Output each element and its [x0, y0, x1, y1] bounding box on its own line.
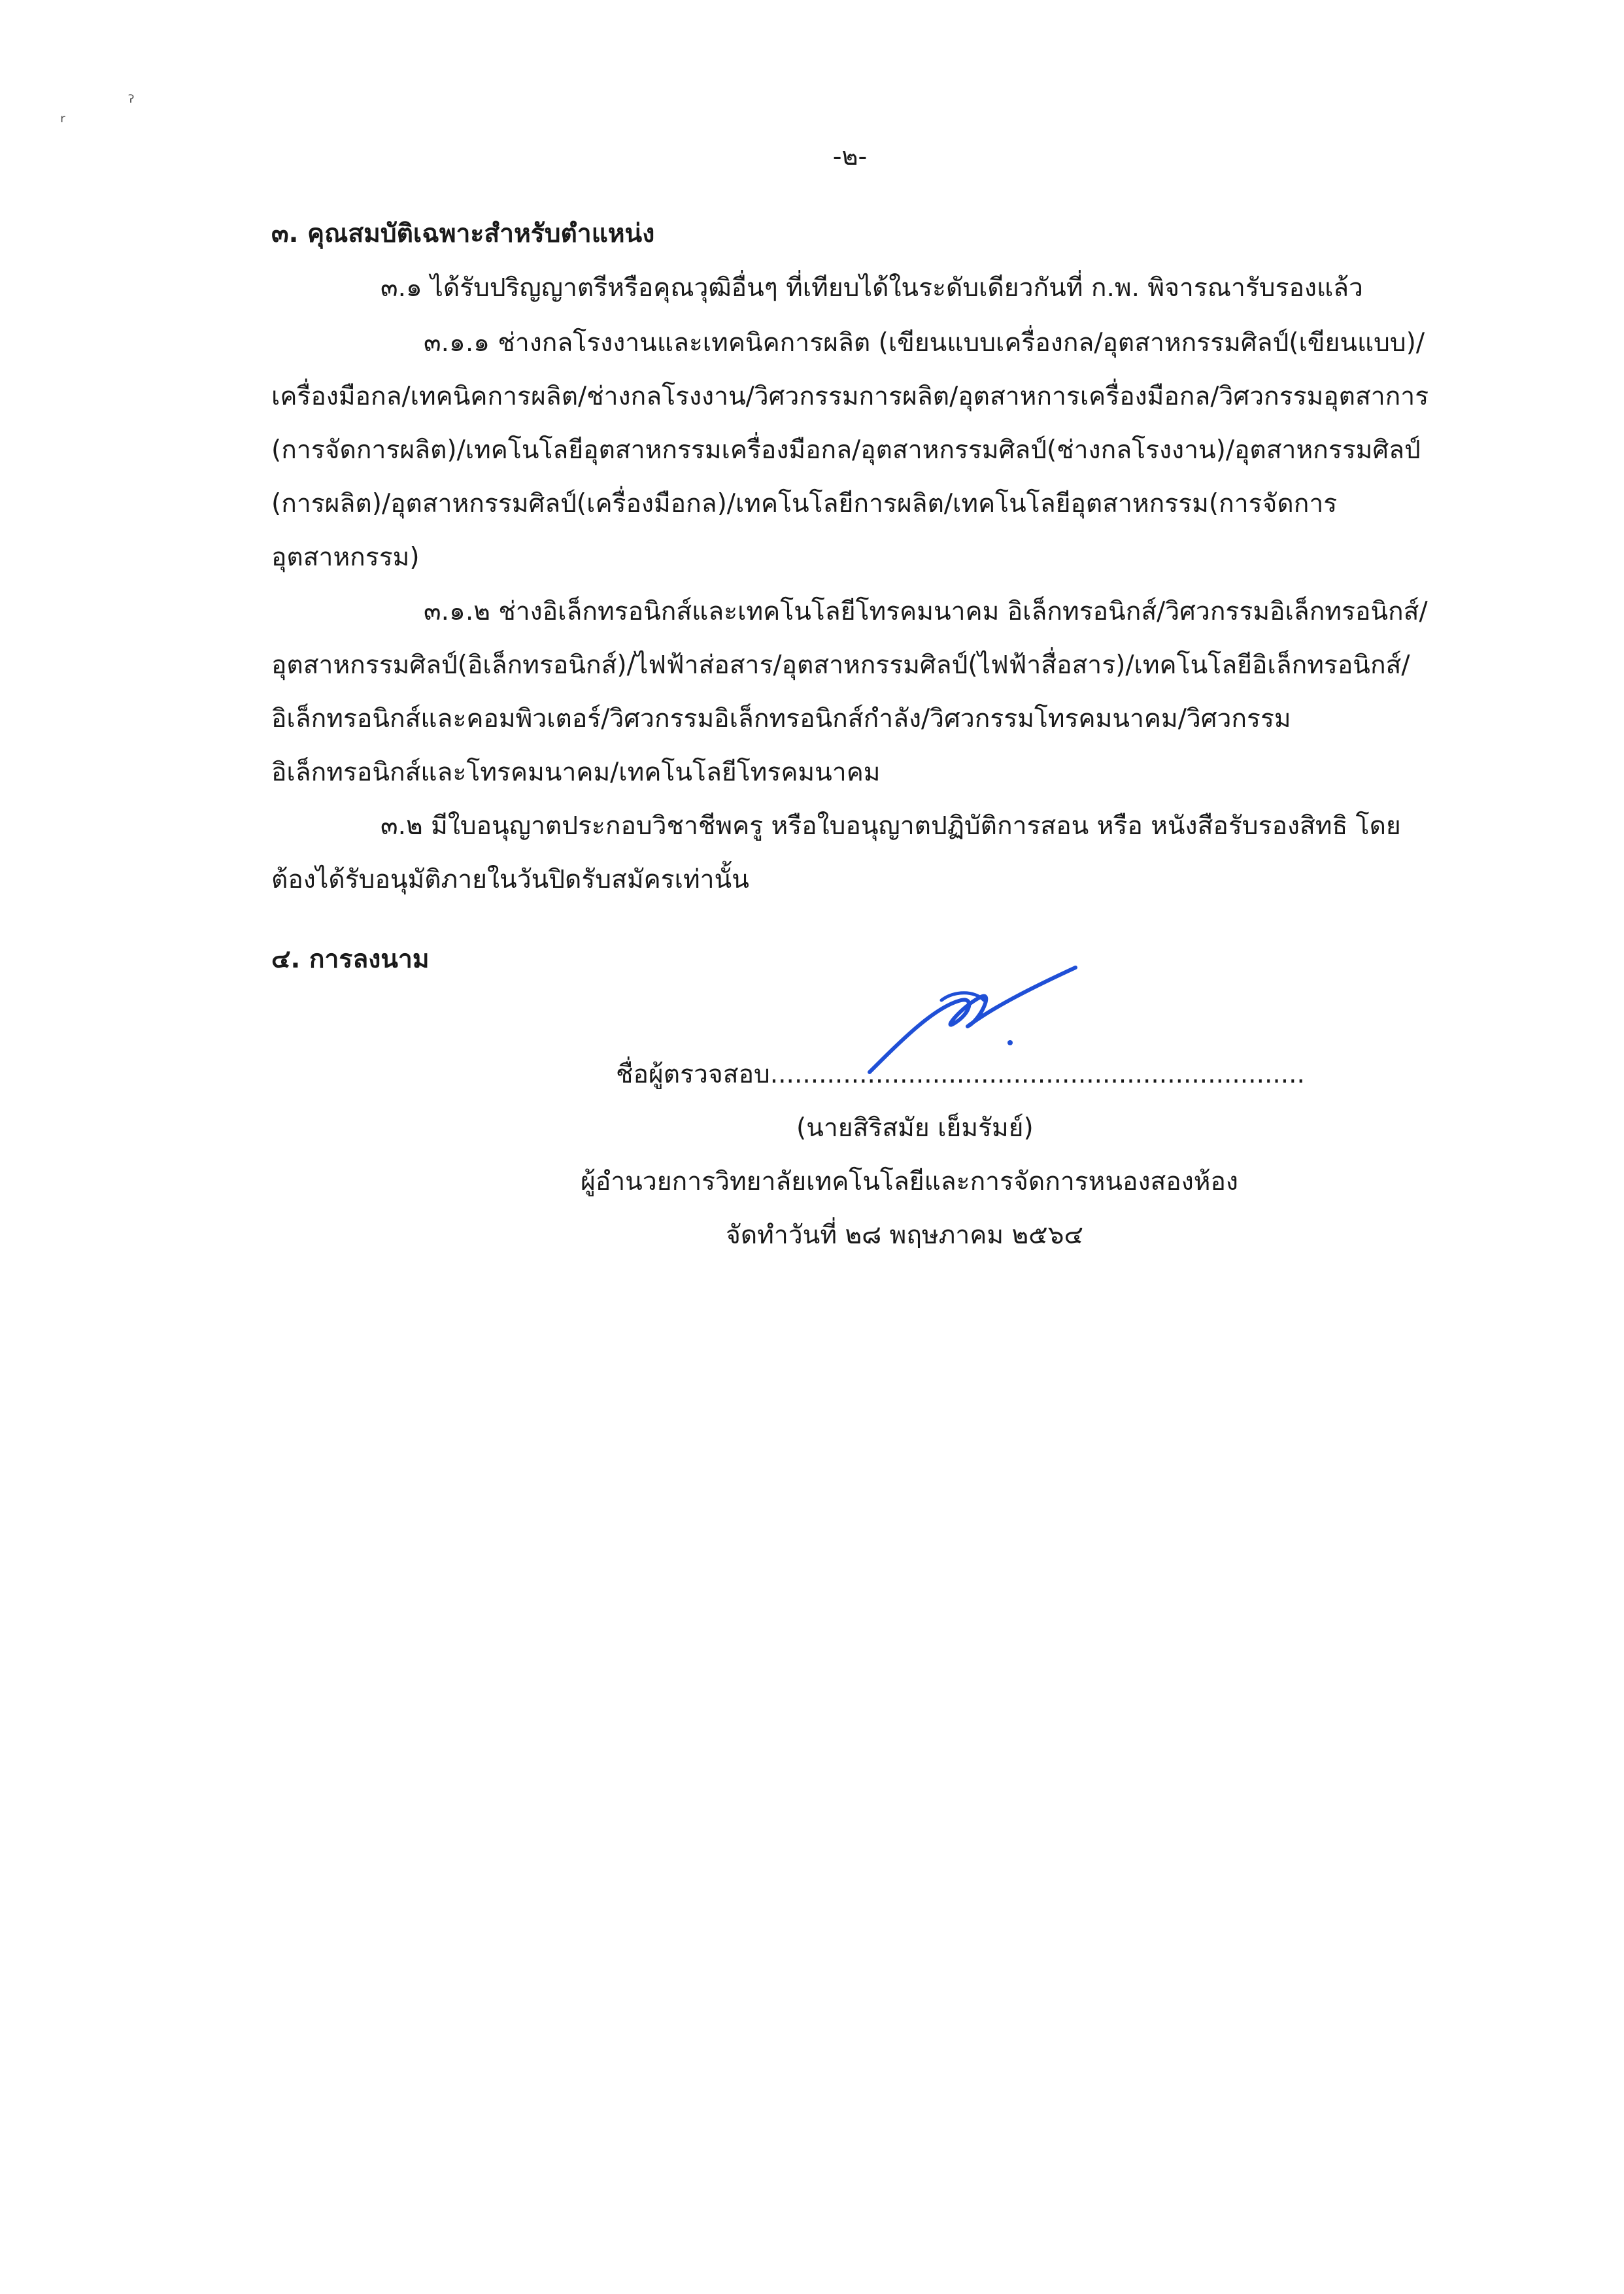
item-3-1-1-line: ๓.๑.๑ ช่างกลโรงงานและเทคนิคการผลิต (เขียนแบบเครื่องกล/อุตสาหกรรมศิลป์(เขียนแบบ)/: [424, 328, 1425, 358]
item-3-1: ๓.๑ ได้รับปริญญาตรีหรือคุณวุฒิอื่นๆ ที่เทียบได้ในระดับเดียวกันที่ ก.พ. พิจารณารับรองแล้ว: [381, 273, 1363, 303]
item-3-1-2-line: อิเล็กทรอนิกส์และคอมพิวเตอร์/วิศวกรรมอิเล็กทรอนิกส์กำลัง/วิศวกรรมโทรคมนาคม/วิศวกรรม: [271, 704, 1291, 734]
document-date: จัดทำวันที่ ๒๘ พฤษภาคม ๒๕๖๔: [726, 1221, 1083, 1250]
item-3-1-2-line: อุตสาหกรรมศิลป์(อิเล็กทรอนิกส์)/ไฟฟ้าส่อสาร/อุตสาหกรรมศิลป์(ไฟฟ้าสื่อสาร)/เทคโนโลยีอิเล็กทรอนิกส์/: [271, 650, 1410, 680]
signer-name: (นายสิริสมัย เย็มรัมย์): [796, 1113, 1034, 1143]
item-3-2-line: ต้องได้รับอนุมัติภายในวันปิดรับสมัครเท่านั้น: [271, 865, 749, 894]
signer-position: ผู้อำนวยการวิทยาลัยเทคโนโลยีและการจัดการหนองสองห้อง: [581, 1167, 1238, 1196]
scan-mark: ʳ: [60, 111, 65, 134]
scan-mark: ˀ: [127, 92, 135, 114]
item-3-1-1-line: (การจัดการผลิต)/เทคโนโลยีอุตสาหกรรมเครื่องมือกล/อุตสาหกรรมศิลป์(ช่างกลโรงงาน)/อุตสาหกรรมศิลป์: [271, 435, 1421, 465]
item-3-1-1-line: (การผลิต)/อุตสาหกรรมศิลป์(เครื่องมือกล)/เทคโนโลยีการผลิต/เทคโนโลยีอุตสาหกรรม(การจัดการ: [271, 489, 1338, 518]
section-3-heading: ๓. คุณสมบัติเฉพาะสำหรับตำแหน่ง: [271, 219, 655, 248]
section-4-heading: ๔. การลงนาม: [271, 945, 430, 974]
item-3-1-1-line: อุตสาหกรรม): [271, 543, 420, 572]
item-3-2-line: ๓.๒ มีใบอนุญาตประกอบวิชาชีพครู หรือใบอนุญาตปฏิบัติการสอน หรือ หนังสือรับรองสิทธิ โดย: [381, 811, 1401, 841]
signature-label: ชื่อผู้ตรวจสอบ..................................................................: [616, 1060, 1305, 1089]
item-3-1-2-line: ๓.๑.๒ ช่างอิเล็กทรอนิกส์และเทคโนโลยีโทรคมนาคม อิเล็กทรอนิกส์/วิศวกรรมอิเล็กทรอนิกส์/: [424, 597, 1428, 626]
page-number: -๒-: [832, 142, 868, 171]
item-3-1-1-line: เครื่องมือกล/เทคนิคการผลิต/ช่างกลโรงงาน/วิศวกรรมการผลิต/อุตสาหการเครื่องมือกล/วิศวกรรมอุตสาการ: [271, 382, 1429, 411]
item-3-1-2-line: อิเล็กทรอนิกส์และโทรคมนาคม/เทคโนโลยีโทรคมนาคม: [271, 758, 881, 787]
